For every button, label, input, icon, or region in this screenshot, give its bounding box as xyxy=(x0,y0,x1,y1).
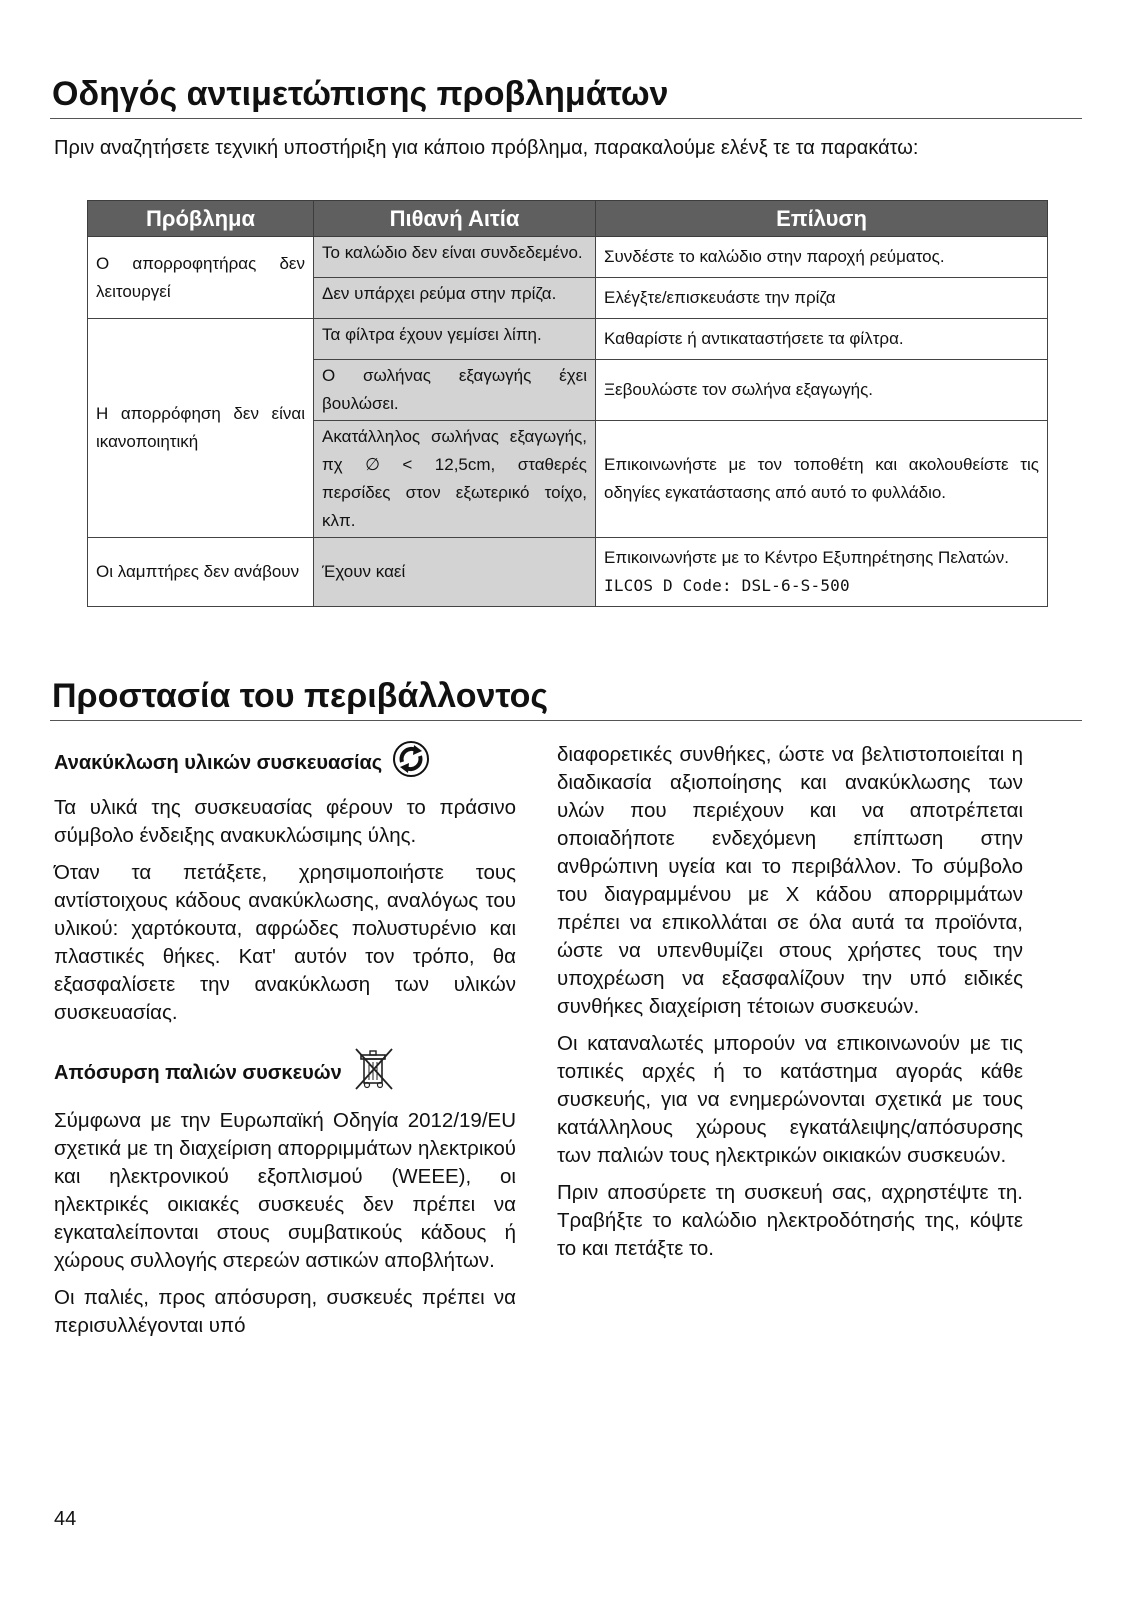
solution-text: Επικοινωνήστε με το Κέντρο Εξυπηρέτησης Πελατών. xyxy=(604,548,1009,567)
header-solution: Επίλυση xyxy=(596,201,1048,237)
recycling-paragraph-2: Όταν τα πετάξετε, χρησιμοποιήστε τους αντίστοιχους κάδους ανακύκλωσης, αναλόγως του υλικού: χαρτόκουτα, αφρώδες πολυστυρένιο και πλαστικές θήκες. Κατ' αυτόν τον τρόπο, θα εξασφαλίσετε την ανακύκλωση των υλικών συσκευασίας. xyxy=(54,861,516,1024)
table-row xyxy=(88,538,1048,607)
table-header-row xyxy=(88,201,1048,237)
table-row xyxy=(88,237,1048,278)
cause-cell: Το καλώδιο δεν είναι συνδεδεμένο. xyxy=(314,237,596,278)
cause-cell: Τα φίλτρα έχουν γεμίσει λίπη. xyxy=(314,319,596,360)
right-paragraph-1: διαφορετικές συνθήκες, ώστε να βελτιστοποιείται η διαδικασία αξιοποίησης και ανακύκλωσης των υλών που περιέχουν και να αποτρέπεται οποιαδήποτε ενδεχόμενη επίπτωση στην ανθρώπινη υγεία και το περιβάλλον. Το σύμβολο του διαγραμμένου με Χ κάδου απορριμμάτων πρέπει να επικολλάται σε όλα αυτά τα προϊόντα, ώστε να υπενθυμίζει στους χρήστες τους την υποχρέωση να εξασφαλίζουν την υπό ειδικές συνθήκες διαχείριση τέτοιων συσκευών. xyxy=(557,743,1023,1018)
solution-cell: Ελέγξτε/επισκευάστε την πρίζα xyxy=(596,278,1048,319)
recycling-heading: Ανακύκλωση υλικών συσκευασίας xyxy=(54,752,383,774)
crossed-bin-icon xyxy=(352,1045,396,1101)
problem-cell: Η απορρόφηση δεν είναι ικανοποιητική xyxy=(88,319,314,538)
right-column xyxy=(557,741,1023,1272)
disposal-heading: Απόσυρση παλιών συσκευών xyxy=(54,1062,342,1084)
header-problem: Πρόβλημα xyxy=(88,201,314,237)
recycling-paragraph-1: Τα υλικά της συσκευασίας φέρουν το πράσινο σύμβολο ένδειξης ανακυκλώσιμης ύλης. xyxy=(54,796,516,847)
problem-cell: Ο απορροφητήρας δεν λειτουργεί xyxy=(88,237,314,319)
cause-cell: Ακατάλληλος σωλήνας εξαγωγής, πχ ∅ < 12,5cm, σταθερές περσίδες στον εξωτερικό τοίχο, κλπ. xyxy=(314,421,596,538)
recycle-icon xyxy=(392,740,430,786)
troubleshooting-table xyxy=(87,200,1048,607)
right-paragraph-3: Πριν αποσύρετε τη συσκευή σας, αχρηστέψτε τη. Τραβήξτε το καλώδιο ηλεκτροδότησής της, κόψτε το και πετάξτε το. xyxy=(557,1181,1023,1260)
ilcos-code: ILCOS D Code: DSL-6-S-500 xyxy=(604,576,850,595)
troubleshooting-title: Οδηγός αντιμετώπισης προβλημάτων xyxy=(52,75,669,113)
table-row xyxy=(88,319,1048,360)
problem-cell: Οι λαμπτήρες δεν ανάβουν xyxy=(88,538,314,607)
troubleshooting-intro: Πριν αναζητήσετε τεχνική υποστήριξη για κάποιο πρόβλημα, παρακαλούμε ελένξ τε τα παρακάτω: xyxy=(54,137,919,159)
recycling-heading-row xyxy=(54,740,516,786)
right-paragraph-2: Οι καταναλωτές μπορούν να επικοινωνούν με τις τοπικές αρχές ή το κατάστημα αγοράς κάθε συσκευής, για να ενημερώνονται σχετικά με τους κατάλληλους χώρους εγκατάλειψης/απόσυρσης των παλιών τους ηλεκτρικών οικιακών συσκευών. xyxy=(557,1032,1023,1167)
disposal-paragraph-1: Σύμφωνα με την Ευρωπαϊκή Οδηγία 2012/19/EU σχετικά με τη διαχείριση απορριμμάτων ηλεκτρικού και ηλεκτρονικού εξοπλισμού (WEEE), οι ηλεκτρικές οικιακές συσκευές δεν πρέπει να εγκαταλείπονται στους συμβατικούς κάδους ή χώρους συλλογής στερεών αστικών αποβλήτων. xyxy=(54,1109,516,1272)
disposal-paragraph-2: Οι παλιές, προς απόσυρση, συσκευές πρέπει να περισυλλέγονται υπό xyxy=(54,1286,516,1337)
cause-cell: Έχουν καεί xyxy=(314,538,596,607)
cause-cell: Ο σωλήνας εξαγωγής έχει βουλώσει. xyxy=(314,360,596,421)
left-column xyxy=(54,740,516,1349)
cause-cell: Δεν υπάρχει ρεύμα στην πρίζα. xyxy=(314,278,596,319)
solution-cell xyxy=(596,538,1048,607)
solution-cell: Ξεβουλώστε τον σωλήνα εξαγωγής. xyxy=(596,360,1048,421)
environment-title: Προστασία του περιβάλλοντος xyxy=(52,677,549,715)
header-cause: Πιθανή Αιτία xyxy=(314,201,596,237)
disposal-heading-row xyxy=(54,1045,516,1101)
title-rule xyxy=(50,118,1082,119)
solution-cell: Επικοινωνήστε με τον τοποθέτη και ακολουθείστε τις οδηγίες εγκατάστασης από αυτό το φυλλάδιο. xyxy=(596,421,1048,538)
environment-rule xyxy=(50,720,1082,721)
solution-cell: Συνδέστε το καλώδιο στην παροχή ρεύματος. xyxy=(596,237,1048,278)
solution-cell: Καθαρίστε ή αντικαταστήσετε τα φίλτρα. xyxy=(596,319,1048,360)
page-number: 44 xyxy=(54,1508,77,1530)
